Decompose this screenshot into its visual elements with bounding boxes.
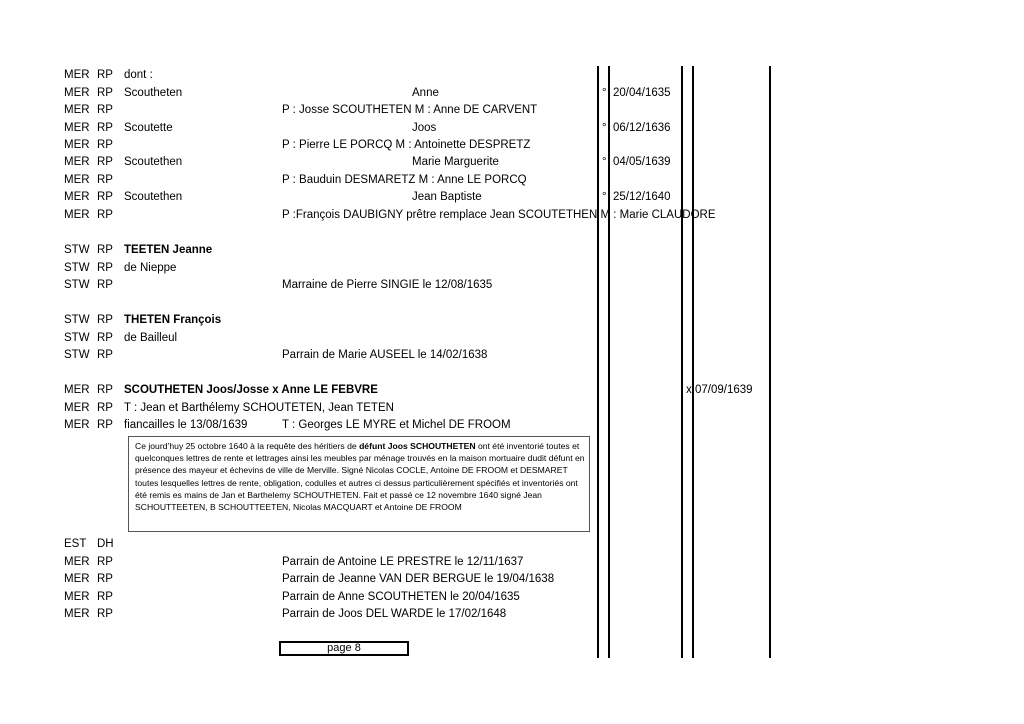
table-row: EST DH [64,538,114,550]
table-row: MER RP Scoutette Joos ° 06/12/1636 [64,122,671,134]
table-row: MER RP Scoutethen Jean Baptiste ° 25/12/1640 [64,191,671,203]
table-row: STW RP de Nieppe [64,262,177,274]
table-row: STW RP de Bailleul [64,332,178,344]
table-row: MER RP Parrain de Anne SCOUTHETEN le 20/04/1635 [64,591,520,603]
note-text-pre: Ce jourd’huy 25 octobre 1640 à la requête des héritiers de [135,441,360,451]
page-number-box: page 8 [279,641,409,656]
table-row: MER RP T : Jean et Barthélemy SCHOUTETEN, Jean TETEN [64,402,394,414]
table-row: MER RP Scoutheten Anne ° 20/04/1635 [64,87,671,99]
table-row: MER RP Scoutethen Marie Marguerite ° 04/05/1639 [64,156,671,168]
table-row: STW RP Marraine de Pierre SINGIE le 12/08/1635 [64,279,493,291]
table-row: MER RP Parrain de Antoine LE PRESTRE le 12/11/1637 [64,556,524,568]
table-row: MER RP P : Pierre LE PORCQ M : Antoinette DESPRETZ [64,139,531,151]
table-row: STW RP THETEN François [64,314,222,326]
table-row: MER RP dont : [64,69,153,81]
table-row: MER RP Parrain de Joos DEL WARDE le 17/02/1648 [64,608,507,620]
table-row: MER RP fiancailles le 13/08/1639 T : Georges LE MYRE et Michel DE FROOM [64,419,511,431]
note-text-bold: défunt Joos SCHOUTHETEN [359,441,476,451]
table-row: MER RP P :François DAUBIGNY prêtre remplace Jean SCOUTETHEN M : Marie CLAUDORE [64,209,716,221]
table-row: MER RP P : Bauduin DESMARETZ M : Anne LE PORCQ [64,174,527,186]
table-row: STW RP Parrain de Marie AUSEEL le 14/02/1638 [64,349,488,361]
table-row: STW RP TEETEN Jeanne [64,244,213,256]
inventory-note-box [128,436,590,532]
table-row: MER RP Parrain de Jeanne VAN DER BERGUE le 19/04/1638 [64,573,555,585]
note-text-post: ont été inventorié toutes et quelconques lettres de rente et lettrages ainsi les meubles par ménage trouvés en la maison mortuaire dudit défunt en présence des mayeur et échevins de ville de Merville. Signé Nicolas COCLE, Antoine DE FROOM et DESMARET toutes lesquelles lettres de rente, obligation, codulles et autres ci dessus particulièrement spécifiés et inventoriés ont été remis es mains de Jan et Barthelemy SCHOUTHETEN. Fait et passé ce 12 novembre 1640 signé Jean SCHOUTTEETEN, B SCHOUTTEETEN, Nicolas MACQUART et Antoine DE FROOM [135,441,585,513]
table-row: MER RP P : Josse SCOUTHETEN M : Anne DE CARVENT [64,104,538,116]
table-row: MER RP SCOUTHETEN Joos/Josse x Anne LE FEBVRE x 07/09/1639 [64,384,753,396]
